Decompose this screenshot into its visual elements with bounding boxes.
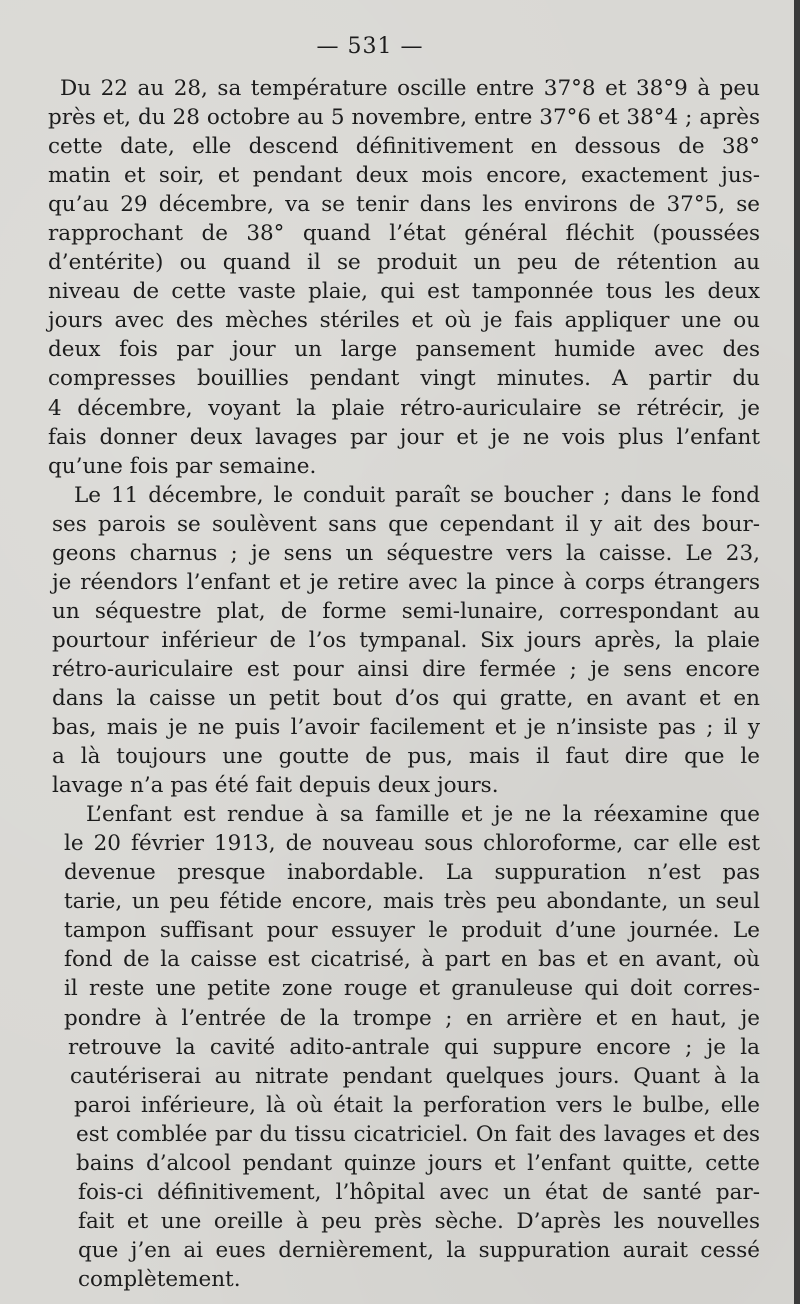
text-line: dans la caisse un petit bout d’os qui gratte, en avant et en bbox=[52, 685, 760, 711]
text-line: deux fois par jour un large pansement humide avec des bbox=[48, 337, 760, 363]
text-line: matin et soir, et pendant deux mois encore, exactement jus- bbox=[48, 163, 760, 189]
text-line: cette date, elle descend définitivement en dessous de 38° bbox=[48, 134, 760, 160]
text-line: bas, mais je ne puis l’avoir facilement et je n’insiste pas ; il y bbox=[52, 715, 760, 741]
text-line: rétro-auriculaire est pour ainsi dire fermée ; je sens encore bbox=[52, 656, 760, 682]
text-line: le 20 février 1913, de nouveau sous chloroforme, car elle est bbox=[64, 831, 760, 857]
text-line: tarie, un peu fétide encore, mais très peu abondante, un seul bbox=[64, 889, 760, 915]
text-line: bains d’alcool pendant quinze jours et l’enfant quitte, cette bbox=[76, 1150, 760, 1176]
text-line: fond de la caisse est cicatrisé, à part en bas et en avant, où bbox=[64, 947, 760, 973]
text-line: que j’en ai eues dernièrement, la suppuration aurait cessé bbox=[78, 1237, 760, 1263]
text-line: fait et une oreille à peu près sèche. D’après les nouvelles bbox=[78, 1208, 760, 1234]
text-line: retrouve la cavité adito-antrale qui suppure encore ; je la bbox=[68, 1034, 760, 1060]
text-line: qu’une fois par semaine. bbox=[48, 453, 317, 479]
text-line: a là toujours une goutte de pus, mais il faut dire que le bbox=[52, 744, 760, 770]
text-line: un séquestre plat, de forme semi-lunaire, correspondant au bbox=[52, 598, 760, 624]
text-line: devenue presque inabordable. La suppuration n’est pas bbox=[64, 860, 760, 886]
text-line: lavage n’a pas été fait depuis deux jours. bbox=[52, 773, 499, 799]
text-line: jours avec des mèches stériles et où je fais appliquer une ou bbox=[48, 308, 760, 334]
text-line: Le 11 décembre, le conduit paraît se boucher ; dans le fond bbox=[74, 482, 760, 508]
text-line: cautériserai au nitrate pendant quelques jours. Quant à la bbox=[70, 1063, 760, 1089]
text-line: complètement. bbox=[78, 1266, 241, 1292]
text-line: près et, du 28 octobre au 5 novembre, entre 37°6 et 38°4 ; après bbox=[48, 105, 760, 131]
text-line: geons charnus ; je sens un séquestre vers la caisse. Le 23, bbox=[52, 540, 760, 566]
text-line: 4 décembre, voyant la plaie rétro-auriculaire se rétrécir, je bbox=[48, 395, 760, 421]
body-text bbox=[48, 74, 760, 1294]
page-number: — 531 — bbox=[316, 34, 424, 59]
text-line: compresses bouillies pendant vingt minutes. A partir du bbox=[48, 366, 760, 392]
text-line: niveau de cette vaste plaie, qui est tamponnée tous les deux bbox=[48, 279, 760, 305]
text-line: paroi inférieure, là où était la perforation vers le bulbe, elle bbox=[74, 1092, 760, 1118]
text-line: tampon suffisant pour essuyer le produit d’une journée. Le bbox=[64, 918, 760, 944]
text-line: qu’au 29 décembre, va se tenir dans les environs de 37°5, se bbox=[48, 192, 760, 218]
text-line: d’entérite) ou quand il se produit un peu de rétention au bbox=[48, 250, 760, 276]
text-line: pourtour inférieur de l’os tympanal. Six jours après, la plaie bbox=[52, 627, 760, 653]
text-line: il reste une petite zone rouge et granuleuse qui doit corres- bbox=[64, 976, 760, 1002]
text-line: L’enfant est rendue à sa famille et je ne la réexamine que bbox=[86, 802, 760, 828]
text-line: rapprochant de 38° quand l’état général fléchit (poussées bbox=[48, 221, 760, 247]
text-line: pondre à l’entrée de la trompe ; en arrière et en haut, je bbox=[64, 1005, 760, 1031]
text-line: Du 22 au 28, sa température oscille entre 37°8 et 38°9 à peu bbox=[60, 76, 760, 101]
text-line: est comblée par du tissu cicatriciel. On fait des lavages et des bbox=[76, 1121, 760, 1147]
text-line: fois-ci définitivement, l’hôpital avec un état de santé par- bbox=[78, 1179, 760, 1205]
text-line: fais donner deux lavages par jour et je ne vois plus l’enfant bbox=[48, 424, 760, 450]
text-line: je réendors l’enfant et je retire avec la pince à corps étrangers bbox=[52, 569, 760, 595]
page-edge-shadow bbox=[794, 0, 800, 1304]
text-line: ses parois se soulèvent sans que cependant il y ait des bour- bbox=[52, 511, 760, 537]
